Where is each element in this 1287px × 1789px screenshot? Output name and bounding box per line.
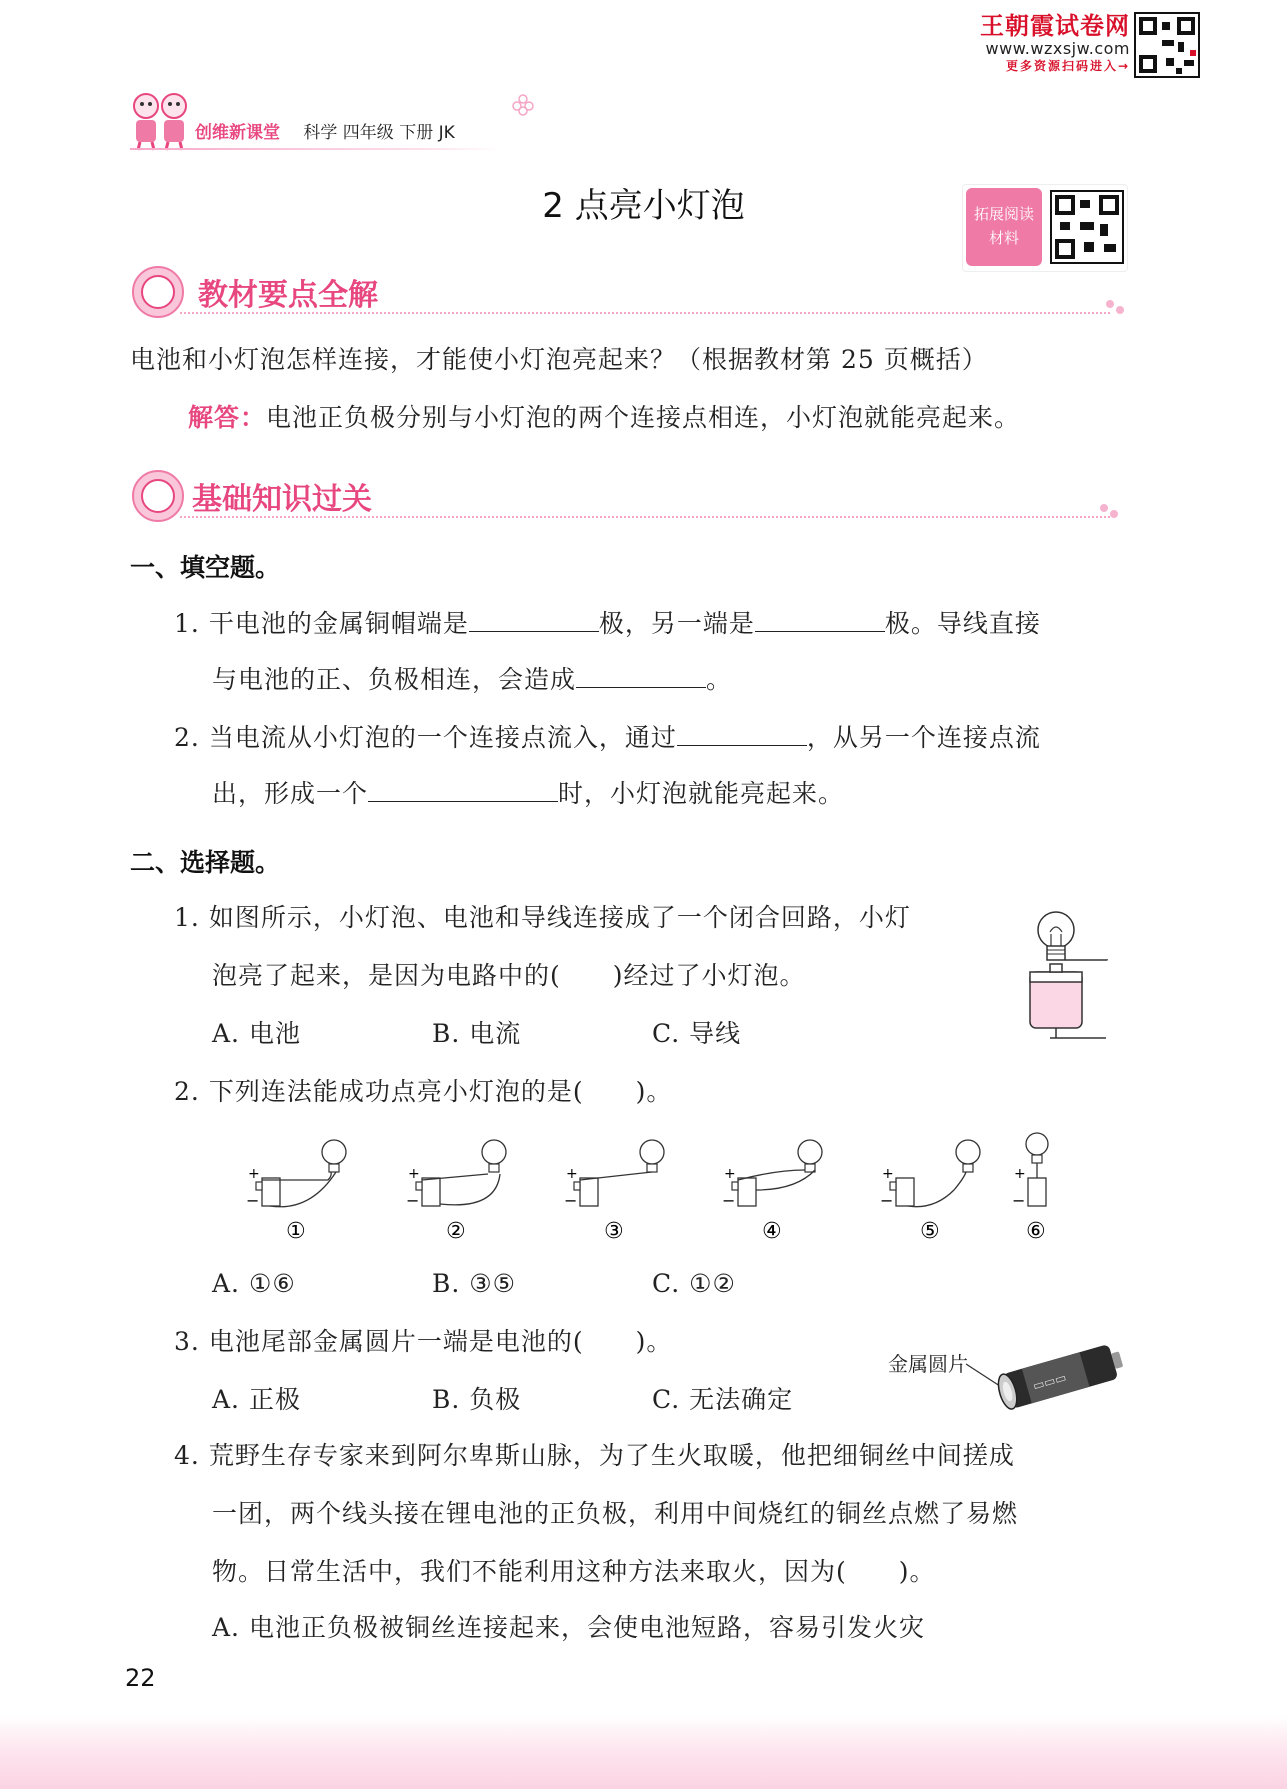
minus-sign: − — [246, 1191, 260, 1210]
fill-q1-line1 — [174, 604, 1041, 642]
section-badge-face-icon — [141, 275, 175, 309]
q-text: 下列连法能成功点亮小灯泡的是( )。 — [208, 1077, 673, 1106]
bulb-battery-circuit-illustration — [1020, 902, 1120, 1042]
brand-subtitle: 更多资源扫码进入→ — [1005, 59, 1130, 73]
q-text: 极，另一端是 — [598, 609, 755, 638]
q-text: 荒野生存专家来到阿尔卑斯山脉，为了生火取暖，他把细铜丝中间搓成 — [208, 1441, 1015, 1470]
q-text: 。 — [706, 665, 733, 694]
brand-title: 王朝霞试卷网 — [980, 12, 1130, 40]
qr-code-icon[interactable] — [1134, 12, 1200, 78]
choice-q3-option-a[interactable]: A. 正极 — [212, 1385, 301, 1414]
section-underline — [180, 312, 1110, 314]
key-point-answer — [188, 400, 1020, 436]
decor-dot — [1100, 504, 1108, 512]
series-detail: 科学 四年级 下册 JK — [303, 123, 455, 143]
page-number: 22 — [125, 1664, 156, 1692]
plus-sign: + — [248, 1166, 260, 1182]
header-divider — [130, 148, 500, 150]
plus-sign: + — [1014, 1166, 1026, 1182]
answer-label: 解答： — [188, 403, 267, 432]
diagram-label-4: ④ — [762, 1219, 782, 1244]
brand-url[interactable]: www.wzxsjw.com — [985, 39, 1130, 58]
choice-q1-option-c[interactable]: C. 导线 — [652, 1019, 742, 1048]
footer-band — [0, 1716, 1287, 1789]
q-text: 当电流从小灯泡的一个连接点流入，通过 — [208, 723, 677, 752]
answer-blank[interactable] — [469, 604, 599, 632]
choice-q2-line1 — [174, 1074, 672, 1110]
battery-callout-label: 金属圆片 — [888, 1352, 968, 1376]
q-text: 与电池的正、负极相连，会造成 — [212, 665, 577, 694]
diagram-label-2: ② — [446, 1219, 466, 1244]
plus-sign: + — [408, 1166, 420, 1182]
choice-q3-line1 — [174, 1324, 672, 1360]
fill-q1-line2 — [212, 660, 732, 698]
answer-blank[interactable] — [677, 718, 807, 746]
decor-dot — [1106, 300, 1114, 308]
plus-sign: + — [724, 1166, 736, 1182]
q-text: 电池尾部金属圆片一端是电池的( )。 — [208, 1327, 673, 1356]
section-heading-basics: 基础知识过关 — [192, 482, 372, 517]
circuit-diagram-2 — [406, 1140, 506, 1244]
q-number: 3. — [174, 1327, 200, 1356]
circuit-diagram-4 — [722, 1140, 822, 1244]
qr-code-icon[interactable] — [1050, 190, 1124, 264]
answer-blank[interactable] — [755, 604, 885, 632]
fill-q2-line1 — [174, 718, 1041, 756]
svg-text:▭▭▭: ▭▭▭ — [1031, 1370, 1068, 1394]
part2-heading: 二、选择题。 — [130, 848, 281, 877]
series-info — [195, 118, 455, 143]
section-underline — [180, 516, 1110, 518]
extended-reading-label[interactable] — [966, 188, 1042, 266]
minus-sign: − — [406, 1191, 420, 1210]
ext-label-line2: 材料 — [988, 229, 1019, 247]
choice-q3-option-c[interactable]: C. 无法确定 — [652, 1385, 794, 1414]
battery-illustration — [960, 1334, 1130, 1414]
minus-sign: − — [564, 1191, 578, 1210]
choice-q2-option-b[interactable]: B. ③⑤ — [432, 1269, 517, 1298]
q-text: ，从另一个连接点流 — [806, 723, 1041, 752]
decor-dot — [1116, 306, 1124, 314]
q-text: 时，小灯泡就能亮起来。 — [558, 779, 845, 808]
q-number: 4. — [174, 1441, 200, 1470]
choice-q2-option-a[interactable]: A. ①⑥ — [212, 1269, 296, 1298]
choice-q4-option-a[interactable]: A. 电池正负极被铜丝连接起来，会使电池短路，容易引发火灾 — [212, 1613, 925, 1642]
choice-q4-line1 — [174, 1438, 1015, 1474]
q-text: 干电池的金属铜帽端是 — [208, 609, 469, 638]
choice-q1-line1 — [174, 900, 911, 936]
kids-mascot-icon — [126, 88, 196, 152]
minus-sign: − — [880, 1191, 894, 1210]
key-point-question: 电池和小灯泡怎样连接，才能使小灯泡亮起来？（根据教材第 25 页概括） — [130, 345, 988, 374]
q-text: 如图所示，小灯泡、电池和导线连接成了一个闭合回路，小灯 — [208, 903, 911, 932]
choice-q1-line2: 泡亮了起来，是因为电路中的( )经过了小灯泡。 — [212, 961, 806, 990]
diagram-label-5: ⑤ — [920, 1219, 940, 1244]
q-text: 极。导线直接 — [884, 609, 1041, 638]
series-name: 创维新课堂 — [195, 123, 280, 143]
circuit-diagram-6 — [1012, 1133, 1048, 1244]
circuit-diagram-5 — [880, 1140, 980, 1244]
diagram-label-3: ③ — [604, 1219, 624, 1244]
circuit-diagram-3 — [564, 1140, 664, 1244]
ext-label-line1: 拓展阅读 — [973, 205, 1034, 223]
fill-q2-line2 — [212, 774, 844, 812]
page-title: 2 点亮小灯泡 — [542, 186, 745, 226]
plus-sign: + — [566, 1166, 578, 1182]
minus-sign: − — [1012, 1191, 1026, 1210]
answer-blank[interactable] — [368, 774, 558, 802]
choice-q1-option-a[interactable]: A. 电池 — [212, 1019, 301, 1048]
decor-dot — [1110, 510, 1118, 518]
section-heading-key-points: 教材要点全解 — [198, 278, 378, 313]
part1-heading: 一、填空题。 — [130, 553, 281, 582]
minus-sign: − — [722, 1191, 736, 1210]
circuit-diagram-1 — [246, 1140, 346, 1244]
answer-text: 电池正负极分别与小灯泡的两个连接点相连，小灯泡就能亮起来。 — [266, 403, 1021, 432]
brand-block — [940, 12, 1130, 74]
section-badge-face-icon — [141, 479, 175, 513]
answer-blank[interactable] — [576, 660, 706, 688]
plus-sign: + — [882, 1166, 894, 1182]
diagram-label-1: ① — [286, 1219, 306, 1244]
flower-decoration-icon — [510, 92, 536, 118]
choice-q4-line3: 物。日常生活中，我们不能利用这种方法来取火，因为( )。 — [212, 1557, 936, 1586]
q-number: 2. — [174, 723, 200, 752]
q-number: 1. — [174, 903, 200, 932]
choice-q1-option-b[interactable]: B. 电流 — [432, 1019, 522, 1048]
choice-q4-line2: 一团，两个线头接在锂电池的正负极，利用中间烧红的铜丝点燃了易燃 — [212, 1499, 1019, 1528]
choice-q2-option-c[interactable]: C. ①② — [652, 1269, 736, 1298]
diagram-label-6: ⑥ — [1026, 1219, 1046, 1244]
q-number: 2. — [174, 1077, 200, 1106]
q-text: 出，形成一个 — [212, 779, 369, 808]
circuit-diagrams — [240, 1130, 1100, 1244]
q-number: 1. — [174, 609, 200, 638]
choice-q3-option-b[interactable]: B. 负极 — [432, 1385, 522, 1414]
